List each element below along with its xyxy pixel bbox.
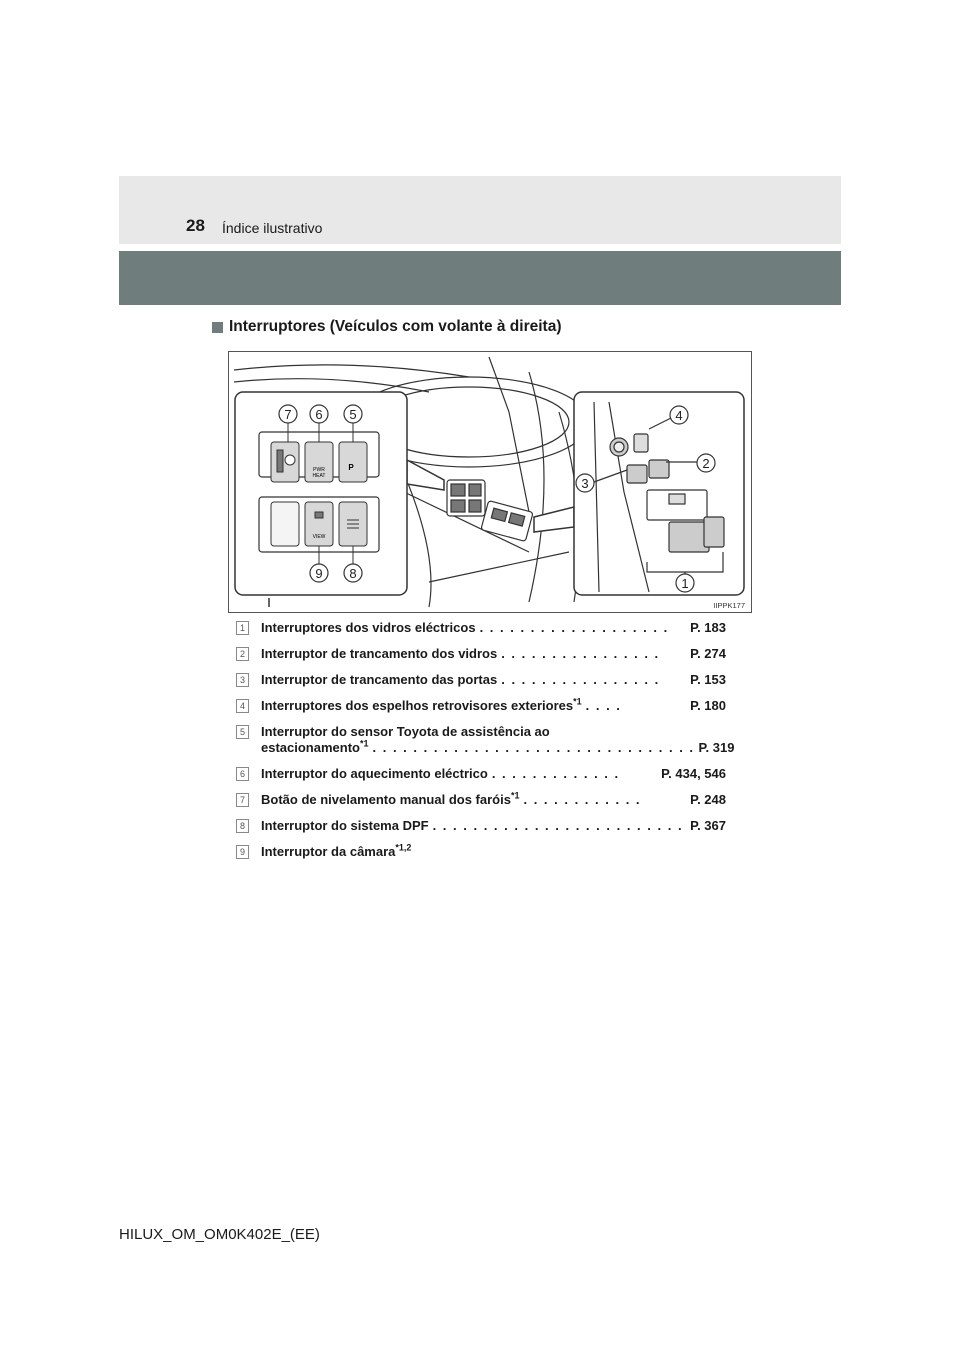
callout-2: 2 <box>702 456 710 471</box>
list-item <box>236 646 726 662</box>
item-page-ref[interactable]: P. 434, 546 <box>661 766 726 781</box>
callout-9: 9 <box>315 566 323 581</box>
item-footnote: *1 <box>573 696 582 707</box>
callout-4: 4 <box>675 408 683 423</box>
item-number: 3 <box>236 673 249 687</box>
item-label: Interruptores dos espelhos retrovisores exteriores <box>261 698 574 713</box>
item-page-ref[interactable]: P. 367 <box>690 818 726 833</box>
item-number: 9 <box>236 845 249 859</box>
item-page-ref[interactable]: P. 180 <box>690 698 726 713</box>
item-leader: . . . . <box>585 698 622 713</box>
item-number: 4 <box>236 699 249 713</box>
list-item <box>236 818 726 834</box>
footer-doc-id: HILUX_OM_OM0K402E_(EE) <box>119 1226 320 1243</box>
section-band <box>119 251 841 305</box>
view-label: VIEW <box>312 534 326 540</box>
item-label: Interruptor da câmara <box>261 844 396 859</box>
item-leader: . . . . . . . . . . . . . . . . . . . . . . . . . . . . . . . . <box>372 740 695 755</box>
list-item <box>236 724 735 756</box>
item-label: Interruptor de trancamento dos vidros <box>261 646 498 661</box>
callout-5: 5 <box>349 407 357 422</box>
item-number: 8 <box>236 819 249 833</box>
pwr-label: PWR <box>313 467 325 473</box>
list-item <box>236 620 726 636</box>
item-leader: . . . . . . . . . . . . . <box>491 766 620 781</box>
item-leader: . . . . . . . . . . . . . . . . . . . <box>479 620 669 635</box>
item-page-ref[interactable]: P. 319 <box>698 740 735 755</box>
header-title: Índice ilustrativo <box>222 220 323 236</box>
item-page-ref[interactable]: P. 153 <box>690 672 726 687</box>
item-label: Interruptores dos vidros eléctricos <box>261 620 476 635</box>
list-item <box>236 766 726 782</box>
item-label: Interruptor de trancamento das portas <box>261 672 498 687</box>
item-label: Interruptor do aquecimento eléctrico <box>261 766 488 781</box>
callout-6: 6 <box>315 407 323 422</box>
page-number: 28 <box>186 216 205 235</box>
item-label-line1: Interruptor do sensor Toyota de assistência ao <box>261 724 550 739</box>
callout-1: 1 <box>681 576 689 591</box>
item-page-ref[interactable]: P. 274 <box>690 646 726 661</box>
dashboard-drawing <box>229 352 751 612</box>
item-label: Botão de nivelamento manual dos faróis <box>261 792 511 807</box>
list-item <box>236 792 726 808</box>
item-footnote: *1 <box>510 790 520 801</box>
item-number: 1 <box>236 621 249 635</box>
item-footnote: *1 <box>359 738 369 749</box>
item-leader: . . . . . . . . . . . . . . . . <box>501 646 660 661</box>
figure-code: IIPPK177 <box>713 601 745 610</box>
list-item <box>236 672 726 688</box>
callout-3: 3 <box>581 476 589 491</box>
list-item <box>236 698 726 714</box>
section-title <box>212 318 561 336</box>
item-leader: . . . . . . . . . . . . . . . . . . . . . . . . . <box>432 818 684 833</box>
item-number: 5 <box>236 725 249 739</box>
list-item <box>236 844 726 860</box>
item-footnote: *1,2 <box>395 842 412 853</box>
section-title-text: Interruptores (Veículos com volante à direita) <box>229 318 562 335</box>
park-label: P <box>348 463 354 472</box>
section-bullet-icon <box>212 322 223 333</box>
callout-7: 7 <box>284 407 292 422</box>
item-number: 6 <box>236 767 249 781</box>
switches-illustration <box>228 351 752 613</box>
item-page-ref[interactable]: P. 248 <box>690 792 726 807</box>
callout-list <box>236 620 735 870</box>
heat-label: HEAT <box>312 473 326 479</box>
item-leader: . . . . . . . . . . . . <box>523 792 642 807</box>
item-label: estacionamento <box>261 740 360 755</box>
item-label: Interruptor do sistema DPF <box>261 818 429 833</box>
item-page-ref[interactable]: P. 183 <box>690 620 726 635</box>
item-number: 7 <box>236 793 249 807</box>
item-leader: . . . . . . . . . . . . . . . . <box>501 672 660 687</box>
item-number: 2 <box>236 647 249 661</box>
callout-8: 8 <box>349 566 357 581</box>
